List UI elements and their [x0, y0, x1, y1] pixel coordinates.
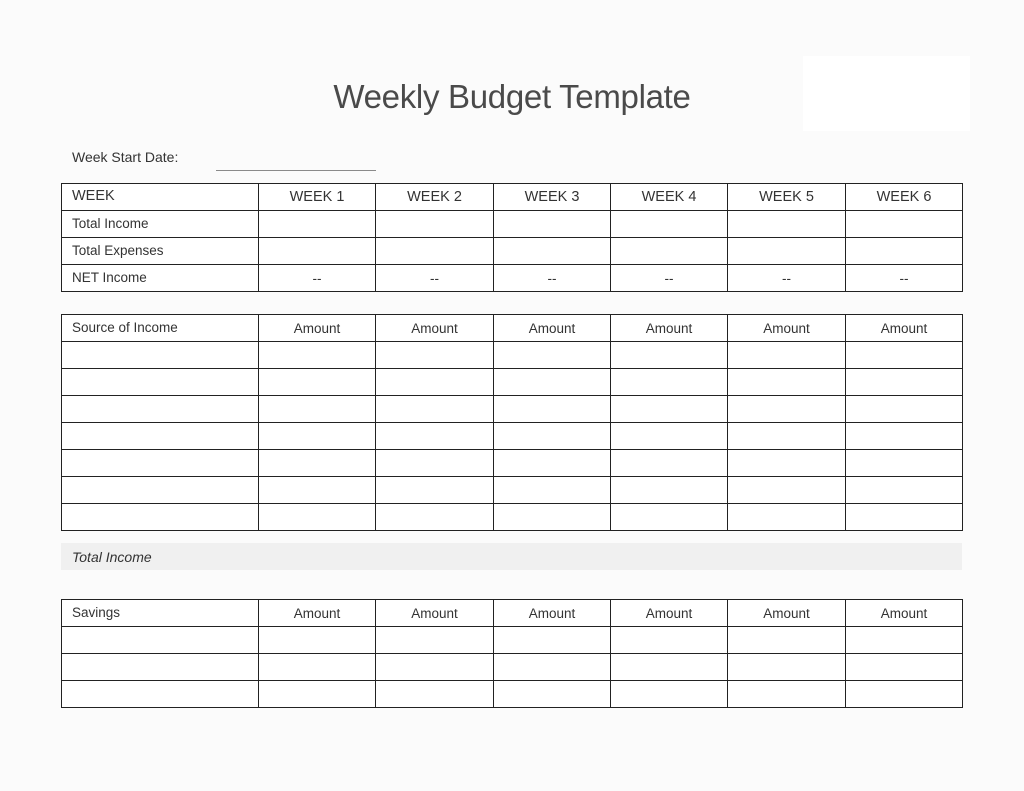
week-2-header: WEEK 2	[376, 184, 494, 211]
savings-table	[61, 599, 963, 708]
income-row	[62, 369, 963, 396]
amount-header: Amount	[846, 600, 963, 627]
cell-input[interactable]	[62, 450, 259, 477]
summary-header-row	[62, 184, 963, 211]
row-label: Total Expenses	[62, 238, 259, 265]
cell-input[interactable]	[846, 627, 963, 654]
cell-input[interactable]	[728, 627, 846, 654]
week-3-header: WEEK 3	[494, 184, 611, 211]
amount-header: Amount	[376, 315, 494, 342]
cell-input[interactable]	[494, 450, 611, 477]
savings-row	[62, 681, 963, 708]
amount-header: Amount	[494, 600, 611, 627]
cell-input[interactable]	[376, 369, 494, 396]
cell-input[interactable]	[259, 654, 376, 681]
cell-input[interactable]	[376, 396, 494, 423]
savings-header-row	[62, 600, 963, 627]
row-label: Total Income	[62, 211, 259, 238]
cell-input[interactable]	[62, 342, 259, 369]
income-row	[62, 342, 963, 369]
cell-input[interactable]	[728, 211, 846, 238]
amount-header: Amount	[494, 315, 611, 342]
amount-header: Amount	[259, 600, 376, 627]
cell-input[interactable]	[376, 238, 494, 265]
cell-input[interactable]	[259, 423, 376, 450]
amount-header: Amount	[376, 600, 494, 627]
weekly-summary-table	[61, 183, 963, 292]
income-sources-table	[61, 314, 963, 531]
cell-input[interactable]	[259, 342, 376, 369]
cell-input[interactable]	[62, 681, 259, 708]
amount-header: Amount	[611, 315, 728, 342]
cell-input[interactable]	[846, 369, 963, 396]
cell-input[interactable]	[494, 477, 611, 504]
income-row	[62, 396, 963, 423]
cell-input[interactable]	[611, 477, 728, 504]
cell-input[interactable]	[728, 369, 846, 396]
cell-input[interactable]	[62, 369, 259, 396]
cell-input[interactable]	[62, 423, 259, 450]
cell-input[interactable]	[259, 504, 376, 531]
net-income-value: --	[728, 265, 846, 292]
total-income-band	[61, 543, 962, 570]
income-row	[62, 450, 963, 477]
amount-header: Amount	[259, 315, 376, 342]
cell-input[interactable]	[62, 504, 259, 531]
cell-input[interactable]	[611, 450, 728, 477]
cell-input[interactable]	[494, 396, 611, 423]
cell-input[interactable]	[728, 681, 846, 708]
cell-input[interactable]	[376, 342, 494, 369]
amount-header: Amount	[846, 315, 963, 342]
cell-input[interactable]	[376, 423, 494, 450]
cell-input[interactable]	[376, 654, 494, 681]
week-header-label: WEEK	[62, 184, 259, 211]
net-income-value: --	[611, 265, 728, 292]
cell-input[interactable]	[62, 627, 259, 654]
net-income-value: --	[259, 265, 376, 292]
cell-input[interactable]	[259, 238, 376, 265]
cell-input[interactable]	[494, 681, 611, 708]
cell-input[interactable]	[846, 654, 963, 681]
cell-input[interactable]	[376, 211, 494, 238]
cell-input[interactable]	[494, 238, 611, 265]
week-start-label: Week Start Date:	[72, 149, 179, 165]
cell-input[interactable]	[494, 369, 611, 396]
week-5-header: WEEK 5	[728, 184, 846, 211]
cell-input[interactable]	[846, 477, 963, 504]
cell-input[interactable]	[728, 238, 846, 265]
cell-input[interactable]	[259, 477, 376, 504]
amount-header: Amount	[611, 600, 728, 627]
cell-input[interactable]	[611, 627, 728, 654]
cell-input[interactable]	[611, 654, 728, 681]
cell-input[interactable]	[728, 423, 846, 450]
cell-input[interactable]	[611, 238, 728, 265]
amount-header: Amount	[728, 600, 846, 627]
cell-input[interactable]	[611, 211, 728, 238]
week-1-header: WEEK 1	[259, 184, 376, 211]
cell-input[interactable]	[728, 504, 846, 531]
cell-input[interactable]	[62, 654, 259, 681]
cell-input[interactable]	[846, 396, 963, 423]
cell-input[interactable]	[846, 504, 963, 531]
cell-input[interactable]	[259, 681, 376, 708]
cell-input[interactable]	[728, 342, 846, 369]
net-income-value: --	[846, 265, 963, 292]
cell-input[interactable]	[259, 396, 376, 423]
cell-input[interactable]	[494, 342, 611, 369]
net-income-value: --	[376, 265, 494, 292]
source-of-income-header: Source of Income	[62, 315, 259, 342]
cell-input[interactable]	[494, 211, 611, 238]
cell-input[interactable]	[62, 477, 259, 504]
cell-input[interactable]	[728, 450, 846, 477]
cell-input[interactable]	[376, 627, 494, 654]
income-row	[62, 423, 963, 450]
row-label: NET Income	[62, 265, 259, 292]
week-start-date-field[interactable]	[216, 169, 376, 171]
cell-input[interactable]	[846, 211, 963, 238]
cell-input[interactable]	[494, 504, 611, 531]
cell-input[interactable]	[259, 369, 376, 396]
cell-input[interactable]	[611, 504, 728, 531]
cell-input[interactable]	[376, 450, 494, 477]
savings-row	[62, 654, 963, 681]
total-expenses-row	[62, 238, 963, 265]
cell-input[interactable]	[846, 342, 963, 369]
cell-input[interactable]	[376, 477, 494, 504]
cell-input[interactable]	[611, 369, 728, 396]
income-header-row	[62, 315, 963, 342]
cell-input[interactable]	[611, 681, 728, 708]
total-income-row	[62, 211, 963, 238]
cell-input[interactable]	[611, 396, 728, 423]
cell-input[interactable]	[846, 238, 963, 265]
cell-input[interactable]	[728, 477, 846, 504]
cell-input[interactable]	[846, 681, 963, 708]
cell-input[interactable]	[259, 627, 376, 654]
savings-row	[62, 627, 963, 654]
page-title: Weekly Budget Template	[333, 78, 691, 115]
cell-input[interactable]	[259, 211, 376, 238]
cell-input[interactable]	[611, 423, 728, 450]
cell-input[interactable]	[728, 654, 846, 681]
cell-input[interactable]	[728, 396, 846, 423]
week-4-header: WEEK 4	[611, 184, 728, 211]
cell-input[interactable]	[259, 450, 376, 477]
cell-input[interactable]	[494, 627, 611, 654]
week-6-header: WEEK 6	[846, 184, 963, 211]
income-row	[62, 477, 963, 504]
amount-header: Amount	[728, 315, 846, 342]
cell-input[interactable]	[494, 654, 611, 681]
total-income-label: Total Income	[72, 549, 152, 565]
net-income-row	[62, 265, 963, 292]
cell-input[interactable]	[846, 450, 963, 477]
net-income-value: --	[494, 265, 611, 292]
cell-input[interactable]	[62, 396, 259, 423]
savings-header: Savings	[62, 600, 259, 627]
cell-input[interactable]	[376, 504, 494, 531]
cell-input[interactable]	[494, 423, 611, 450]
cell-input[interactable]	[846, 423, 963, 450]
cell-input[interactable]	[376, 681, 494, 708]
income-row	[62, 504, 963, 531]
cell-input[interactable]	[611, 342, 728, 369]
